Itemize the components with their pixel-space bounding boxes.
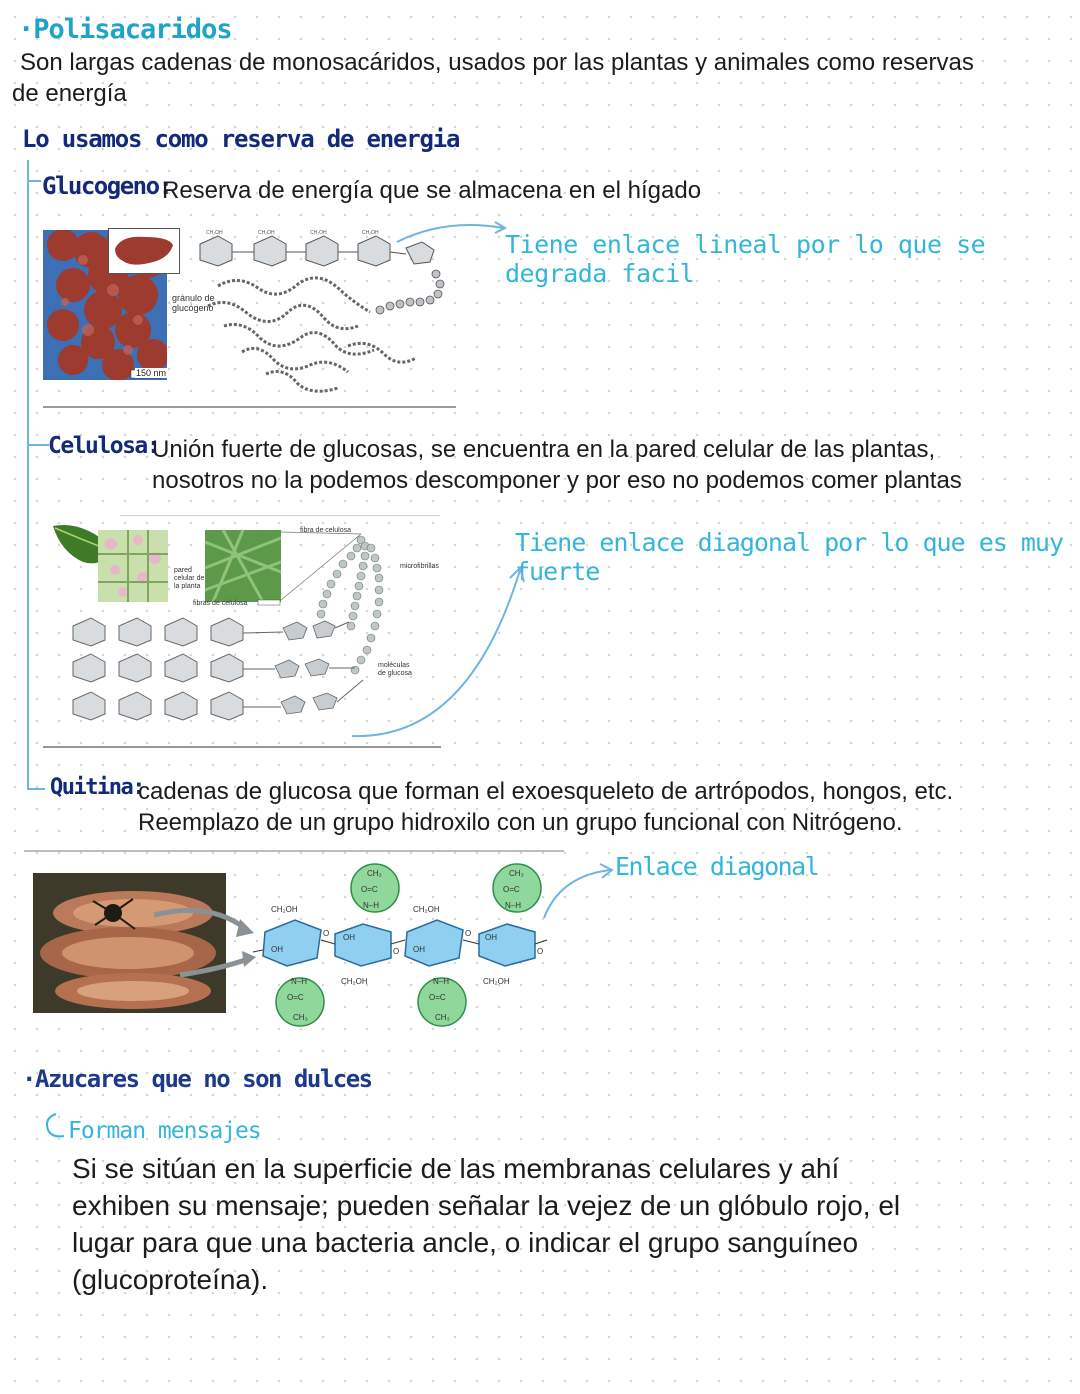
cell-wall-label-line3: la planta bbox=[174, 583, 201, 590]
chitin-ch2oh-3: CH₂OH bbox=[341, 977, 368, 986]
azucares-text-line4: (glucoproteína). bbox=[72, 1264, 269, 1295]
glucose-molecules-label-line1: moléculas bbox=[378, 662, 410, 669]
bracket-tick-celulosa bbox=[27, 444, 49, 446]
chitin-oc-3: O=C bbox=[287, 993, 304, 1002]
azucares-text-line1: Si se sitúan en la superficie de las membranas celulares y ahí bbox=[72, 1153, 840, 1184]
glucogeno-arrow bbox=[395, 216, 510, 246]
intro-line-1: Son largas cadenas de monosacáridos, usados por las plantas y animales como reservas bbox=[20, 49, 974, 76]
azucares-heading: ·Azucares que no son dulces bbox=[22, 1065, 372, 1093]
chitin-oc-4: O=C bbox=[429, 993, 446, 1002]
azucares-text-line3: lugar para que una bacteria ancle, o indicar el grupo sanguíneo bbox=[72, 1227, 859, 1258]
chitin-oc-1: O=C bbox=[361, 885, 378, 894]
glucogeno-definition: Reserva de energía que se almacena en el hígado bbox=[162, 177, 702, 204]
glycogen-ch2oh-1: CH₂OH bbox=[206, 230, 223, 236]
chitin-oh-1: OH bbox=[271, 945, 283, 954]
chitin-nh-4: N–H bbox=[433, 977, 450, 986]
chitin-ch3-4: CH₃ bbox=[435, 1013, 450, 1022]
chitin-o-2: O bbox=[393, 947, 400, 956]
fibers-label: fibras de celulosa bbox=[193, 600, 248, 607]
chitin-ch2oh-1: CH₂OH bbox=[271, 905, 298, 914]
quitina-term: Quitina: bbox=[50, 775, 144, 800]
chitin-ch3-3: CH₃ bbox=[293, 1013, 308, 1022]
chitin-o-4: O bbox=[537, 947, 544, 956]
chitin-nh-3: N–H bbox=[291, 977, 308, 986]
chitin-molecule-diagram bbox=[235, 862, 565, 1032]
bracket-tick-quitina bbox=[27, 788, 45, 790]
glycogen-ch2oh-3: CH₂OH bbox=[310, 230, 327, 236]
quitina-arrow bbox=[540, 862, 620, 922]
scale-bar-label: 150 nm bbox=[136, 368, 167, 378]
chitin-oh-3: OH bbox=[413, 945, 425, 954]
chitin-o-1: O bbox=[323, 929, 330, 938]
glucogeno-figure-rule bbox=[43, 406, 455, 408]
chitin-o-3: O bbox=[465, 929, 472, 938]
section-heading-polisacaridos: ·Polisacaridos bbox=[18, 14, 232, 45]
celulosa-note: Tiene enlace diagonal por lo que es muy fuerte bbox=[515, 528, 1063, 586]
granule-label-line2: glucógeno bbox=[172, 303, 214, 313]
glycogen-chain-diagram bbox=[178, 226, 456, 408]
quitina-note: Enlace diagonal bbox=[615, 852, 819, 881]
celulosa-term: Celulosa: bbox=[48, 433, 160, 459]
celulosa-top-rule bbox=[120, 515, 440, 516]
azucares-subheading: Forman mensajes bbox=[68, 1118, 261, 1144]
glucose-molecules-label-line2: de glucosa bbox=[378, 670, 412, 677]
glucogeno-note: Tiene enlace lineal por lo que se degrada facil bbox=[505, 230, 986, 288]
chitin-ch3-1: CH₃ bbox=[367, 869, 382, 878]
glucogeno-term: Glucogeno: bbox=[42, 172, 172, 200]
cell-wall-label-line1: pared bbox=[174, 567, 192, 574]
intro-line-2: de energía bbox=[12, 80, 127, 107]
celulosa-definition-line1: Unión fuerte de glucosas, se encuentra en la pared celular de las plantas, bbox=[152, 436, 936, 463]
chitin-ch2oh-4: CH₂OH bbox=[483, 977, 510, 986]
fiber-label: fibra de celulosa bbox=[300, 527, 351, 534]
quitina-definition-line2: Reemplazo de un grupo hidroxilo con un grupo funcional con Nitrógeno. bbox=[138, 809, 903, 836]
chitin-oc-2: O=C bbox=[503, 885, 520, 894]
chitin-ch3-2: CH₃ bbox=[509, 869, 524, 878]
chitin-ch2oh-2: CH₂OH bbox=[413, 905, 440, 914]
granule-label-line1: gránulo de bbox=[172, 293, 215, 303]
chitin-nh-2: N–H bbox=[505, 901, 522, 910]
chitin-oh-4: OH bbox=[485, 933, 497, 942]
reserva-heading: Lo usamos como reserva de energia bbox=[22, 125, 460, 153]
celulosa-arrow bbox=[348, 560, 528, 742]
microfibril-label: microfibrillas bbox=[400, 563, 439, 570]
glycogen-ch2oh-2: CH₂OH bbox=[258, 230, 275, 236]
cell-wall-label-line2: celular de bbox=[174, 575, 205, 582]
quitina-top-rule bbox=[24, 850, 564, 852]
liver-inset bbox=[108, 228, 180, 274]
azucares-text-line2: exhiben su mensaje; pueden señalar la vejez de un glóbulo rojo, el bbox=[72, 1190, 901, 1221]
azucares-text bbox=[72, 1150, 900, 1298]
bracket-tick-glucogeno bbox=[27, 180, 41, 182]
glycogen-ch2oh-4: CH₂OH bbox=[362, 230, 379, 236]
cell-wall-label bbox=[174, 567, 204, 591]
chitin-oh-2: OH bbox=[343, 933, 355, 942]
chitin-nh-1: N–H bbox=[363, 901, 380, 910]
bracket-line bbox=[27, 160, 29, 788]
celulosa-definition-line2: nosotros no la podemos descomponer y por eso no podemos comer plantas bbox=[152, 467, 962, 494]
forman-arrow bbox=[42, 1112, 68, 1142]
quitina-definition-line1: cadenas de glucosa que forman el exoesqueleto de artrópodos, hongos, etc. bbox=[138, 778, 954, 805]
